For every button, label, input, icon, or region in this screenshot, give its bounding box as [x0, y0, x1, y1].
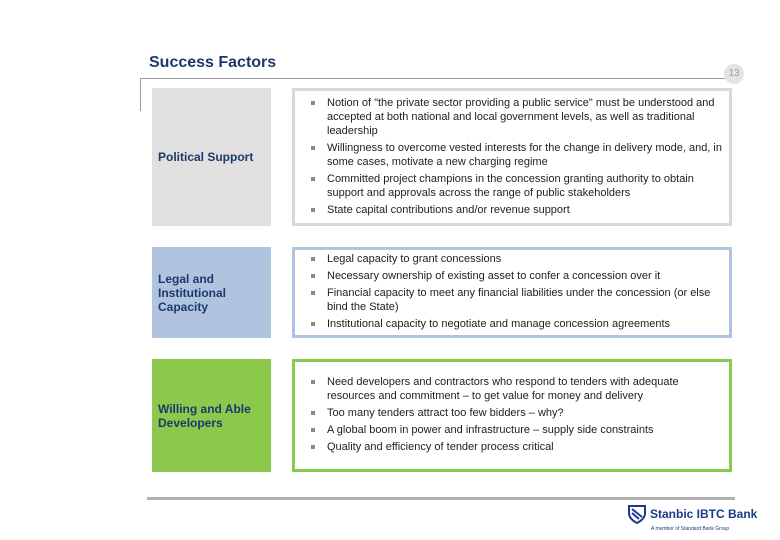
- factor-label-text: Willing and Able Developers: [158, 401, 251, 430]
- bullet-point: Institutional capacity to negotiate and manage concession agreements: [309, 317, 723, 331]
- bullet-point: Too many tenders attract too few bidders – why?: [309, 406, 723, 420]
- factor-label-political: [152, 88, 271, 226]
- footer-divider: [147, 497, 735, 500]
- bank-logo: [627, 504, 777, 538]
- factor-points-legal: [292, 247, 732, 338]
- bullet-point: Need developers and contractors who respond to tenders with adequate resources and commitment – to get value for money and delivery: [309, 375, 723, 403]
- bullet-point: Quality and efficiency of tender process critical: [309, 440, 723, 454]
- factor-points-developers: [292, 359, 732, 472]
- factor-label-text: Legal and Institutional Capacity: [158, 271, 226, 314]
- bullet-point: Necessary ownership of existing asset to confer a concession over it: [309, 269, 723, 283]
- bullet-point: State capital contributions and/or revenue support: [309, 203, 723, 217]
- header-vertical-rule: [140, 78, 141, 111]
- page-number: 13: [724, 64, 744, 84]
- bullet-point: Notion of "the private sector providing a public service" must be understood and accepted at both national and local government levels, as well as traditional leadership: [309, 96, 723, 138]
- logo-row: [627, 504, 777, 524]
- bullet-point: Committed project champions in the concession granting authority to obtain support and approvals across the range of public stakeholders: [309, 172, 723, 200]
- factor-points-political: [292, 88, 732, 226]
- page-title: Success Factors: [149, 54, 277, 71]
- shield-icon: [627, 504, 647, 524]
- logo-tagline: A member of Standard Bank Group: [651, 526, 730, 532]
- bullet-point: A global boom in power and infrastructure – supply side constraints: [309, 423, 723, 437]
- bullet-point: Willingness to overcome vested interests for the change in delivery mode, and, in some cases, motivate a new charging regime: [309, 141, 723, 169]
- factor-label-text: Political Support: [158, 150, 254, 164]
- logo-name: Stanbic IBTC Bank: [650, 507, 758, 521]
- header-divider: [140, 78, 730, 79]
- bullet-point: Financial capacity to meet any financial liabilities under the concession (or else bind the State): [309, 286, 723, 314]
- bullet-point: Legal capacity to grant concessions: [309, 252, 723, 266]
- factor-label-developers: [152, 359, 271, 472]
- factor-label-legal: [152, 247, 271, 338]
